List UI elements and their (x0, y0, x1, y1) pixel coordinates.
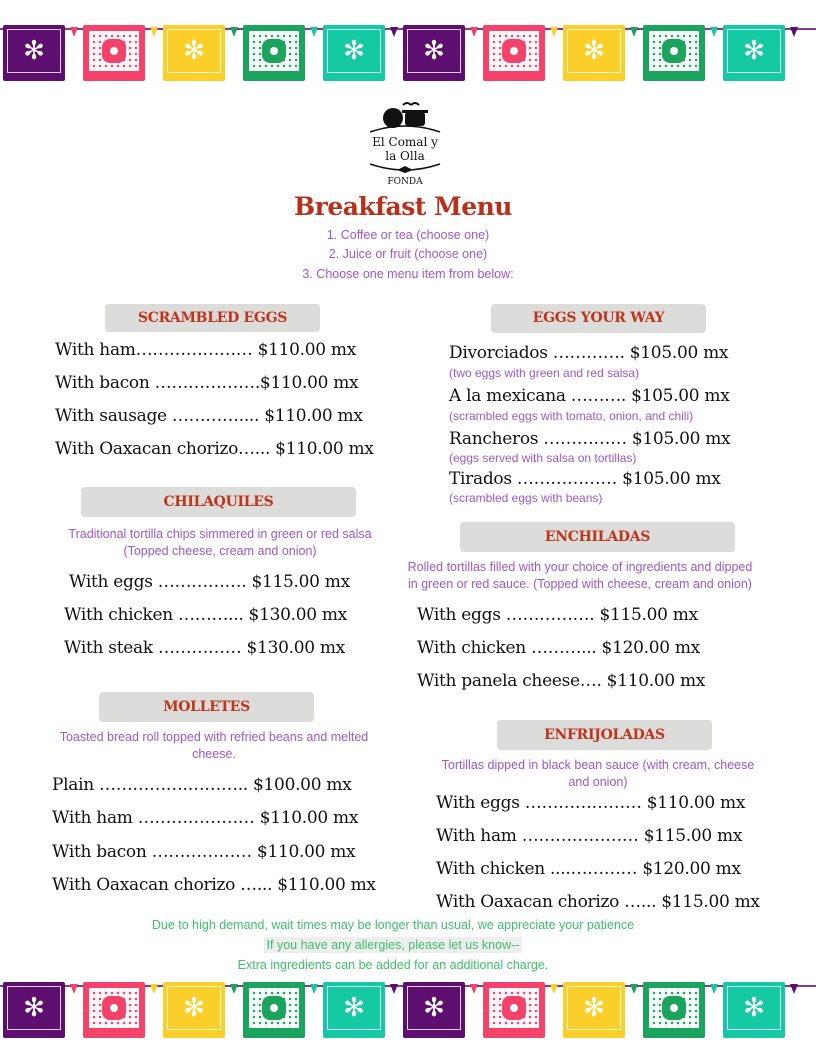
flag-star-flower-icon: ✻ (723, 25, 785, 81)
menu-item-note: (scrambled eggs with beans) (449, 491, 603, 505)
menu-item: With ham ………………… $115.00 mx (436, 826, 743, 846)
intro-line: 1. Coffee or tea (choose one) (326, 228, 490, 242)
flag-star-flower-icon: ✻ (323, 25, 385, 81)
section-description (40, 526, 400, 560)
section-description (390, 559, 770, 593)
flag-star-flower-icon: ✻ (403, 982, 465, 1038)
pennant-icon (150, 984, 158, 994)
menu-item: With Oaxacan chorizo …... $110.00 mx (52, 875, 376, 895)
pennant-icon (390, 984, 398, 994)
menu-item: With chicken ………... $120.00 mx (417, 638, 700, 658)
pennant-icon (550, 27, 558, 37)
section-header-scrambled: SCRAMBLED EGGS (105, 304, 320, 332)
description-line: cheese. (192, 747, 236, 761)
pennant-icon (70, 27, 78, 37)
description-line: Rolled tortillas filled with your choice of ingredients and dipped (407, 560, 753, 574)
allergy-note: If you have any allergies, please let us know-- (264, 937, 523, 953)
section-header-chilaquiles: CHILAQUILES (81, 487, 356, 517)
menu-item: Plain …………….……….. $100.00 mx (52, 775, 352, 795)
flag-star-flower-icon: ✻ (323, 982, 385, 1038)
flag-flower-grid-icon (483, 25, 545, 81)
pennant-icon (310, 984, 318, 994)
pennant-icon (150, 27, 158, 37)
flag-flower-grid-icon (643, 25, 705, 81)
papel-picado-banner-top (0, 25, 816, 85)
flag-flower-grid-icon (643, 982, 705, 1038)
pennant-icon (470, 27, 478, 37)
menu-item: With bacon ……………….$110.00 mx (55, 373, 359, 393)
pennant-icon (230, 27, 238, 37)
page-title: Breakfast Menu (294, 192, 512, 221)
pennant-icon (230, 984, 238, 994)
papel-picado-banner-bottom (0, 982, 816, 1042)
restaurant-logo (355, 100, 455, 190)
pennant-icon (390, 27, 398, 37)
section-header-eggs-your-way: EGGS YOUR WAY (491, 304, 706, 333)
footer-note (0, 938, 786, 952)
section-header-enfrijoladas: ENFRIJOLADAS (497, 720, 712, 750)
flag-star-flower-icon: ✻ (723, 982, 785, 1038)
section-description (34, 729, 394, 763)
pennant-icon (790, 984, 798, 994)
flag-star-flower-icon: ✻ (563, 982, 625, 1038)
logo-line3: FONDA (387, 177, 423, 187)
flag-star-flower-icon: ✻ (163, 25, 225, 81)
flag-flower-grid-icon (83, 982, 145, 1038)
flag-flower-grid-icon (243, 25, 305, 81)
intro-line: 2. Juice or fruit (choose one) (328, 247, 488, 261)
pennant-icon (630, 27, 638, 37)
menu-item: With ham………………… $110.00 mx (55, 340, 357, 360)
section-header-molletes: MOLLETES (99, 692, 314, 722)
flag-star-flower-icon: ✻ (163, 982, 225, 1038)
pennant-icon (70, 984, 78, 994)
description-line: Toasted bread roll topped with refried beans and melted (59, 730, 369, 744)
flag-star-flower-icon: ✻ (3, 25, 65, 81)
menu-item: With eggs ……………. $115.00 mx (69, 572, 350, 592)
menu-item-note: (two eggs with green and red salsa) (449, 366, 640, 380)
menu-item: With Oaxacan chorizo …... $115.00 mx (436, 892, 760, 912)
flag-star-flower-icon: ✻ (3, 982, 65, 1038)
description-line: Traditional tortilla chips simmered in green or red salsa (68, 527, 372, 541)
pennant-icon (790, 27, 798, 37)
pennant-icon (630, 984, 638, 994)
menu-item: With sausage ………….... $110.00 mx (55, 406, 363, 426)
menu-item: With steak …………… $130.00 mx (64, 638, 345, 658)
menu-item: Tirados ……………… $105.00 mx (449, 469, 721, 489)
menu-item: With chicken ………... $130.00 mx (64, 605, 347, 625)
pennant-icon (550, 984, 558, 994)
section-header-enchiladas: ENCHILADAS (460, 522, 735, 552)
pennant-icon (470, 984, 478, 994)
pennant-icon (710, 984, 718, 994)
footer-note: Extra ingredients can be added for an additional charge. (237, 958, 549, 972)
menu-item: With eggs ………………… $110.00 mx (436, 793, 746, 813)
intro-line: 3. Choose one menu item from below: (302, 267, 514, 281)
menu-item: With chicken ....………… $120.00 mx (436, 859, 741, 879)
description-line: (Topped cheese, cream and onion) (123, 544, 317, 558)
menu-item: Divorciados …………. $105.00 mx (449, 343, 729, 363)
logo-line2: la Olla (385, 149, 425, 163)
menu-item-note: (eggs served with salsa on tortillas) (449, 451, 637, 465)
menu-item: A la mexicana ………. $105.00 mx (449, 386, 730, 406)
menu-item: With bacon ……………… $110.00 mx (52, 842, 356, 862)
menu-item: With eggs ……………. $115.00 mx (417, 605, 698, 625)
pennant-icon (310, 27, 318, 37)
menu-item: With ham ………………… $110.00 mx (52, 808, 359, 828)
flag-flower-grid-icon (483, 982, 545, 1038)
description-line: in green or red sauce. (Topped with cheese, cream and onion) (408, 577, 752, 591)
flag-flower-grid-icon (243, 982, 305, 1038)
description-line: and onion) (568, 775, 628, 789)
flag-star-flower-icon: ✻ (403, 25, 465, 81)
menu-item: Rancheros …………… $105.00 mx (449, 429, 731, 449)
logo-line1: El Comal y (372, 135, 438, 149)
flag-flower-grid-icon (83, 25, 145, 81)
section-description (420, 757, 776, 791)
menu-item-note: (scrambled eggs with tomato, onion, and chili) (449, 409, 694, 423)
menu-item: With Oaxacan chorizo…... $110.00 mx (55, 439, 374, 459)
flag-star-flower-icon: ✻ (563, 25, 625, 81)
footer-note: Due to high demand, wait times may be longer than usual, we appreciate your patience (151, 918, 635, 932)
pennant-icon (710, 27, 718, 37)
description-line: Tortillas dipped in black bean sauce (with cream, cheese (441, 758, 755, 772)
menu-item: With panela cheese…. $110.00 mx (417, 671, 706, 691)
